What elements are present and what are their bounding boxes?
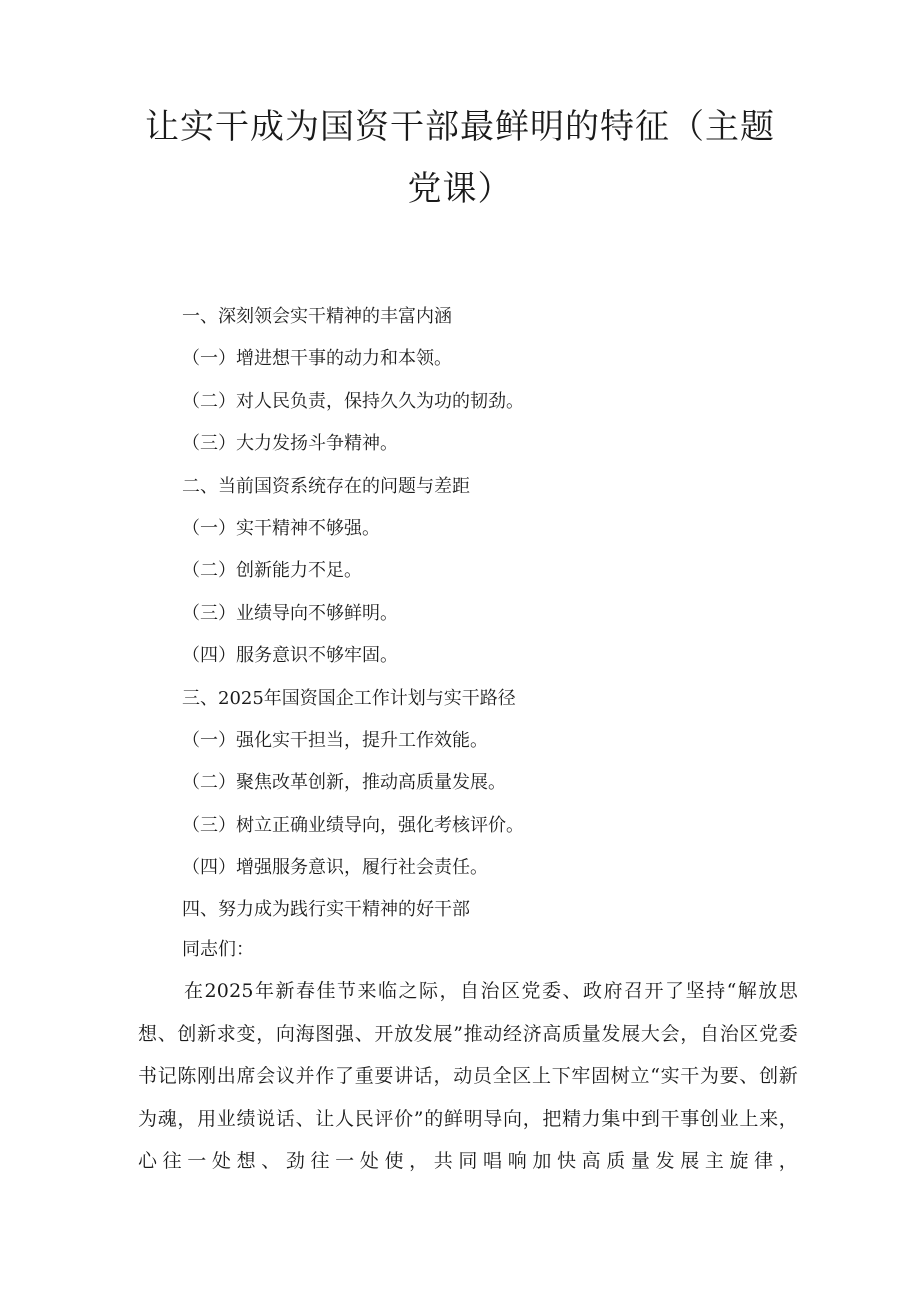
outline-subheading: （四）服务意识不够牢固。 (182, 645, 398, 667)
body-paragraph: 在2025年新春佳节来临之际，自治区党委、政府召开了坚持“解放思想、创新求变，向海图强、开放发展”推动经济高质量发展大会，自治区党委书记陈刚出席会议并作了重要讲话，动员全区上下牢固树立“实干为要、创新为魂，用业绩说话、让人民评价”的鲜明导向，把精力集中到干事创业上来，心往一处想、劲往一处使，共同唱响加快高质量发展主旋律， (138, 980, 798, 1173)
salutation: 同志们： (182, 939, 254, 960)
outline-subheading: （二）创新能力不足。 (182, 560, 362, 582)
outline-heading: 一、深刻领会实干精神的丰富内涵 (182, 306, 452, 327)
outline-heading: 三、2025年国资国企工作计划与实干路径 (182, 687, 516, 709)
outline-subheading: （一）增进想干事的动力和本领。 (182, 348, 452, 370)
outline-heading: 四、努力成为践行实干精神的好干部 (182, 899, 470, 921)
outline-subheading: （一）强化实干担当，提升工作效能。 (182, 729, 488, 751)
outline-subheading: （四）增强服务意识，履行社会责任。 (182, 857, 488, 879)
document-title: 让实干成为国资干部最鲜明的特征（主题党课） (145, 107, 775, 209)
outline-subheading: （三）大力发扬斗争精神。 (182, 433, 398, 455)
outline-subheading: （二）聚焦改革创新，推动高质量发展。 (182, 772, 506, 794)
outline-subheading: （二）对人民负责，保持久久为功的韧劲。 (182, 390, 524, 412)
outline-subheading: （三）业绩导向不够鲜明。 (182, 602, 398, 624)
outline-subheading: （一）实干精神不够强。 (182, 517, 380, 539)
outline-heading: 二、当前国资系统存在的问题与差距 (182, 475, 470, 497)
outline-subheading: （三）树立正确业绩导向，强化考核评价。 (182, 814, 524, 836)
outline-list (182, 296, 524, 932)
